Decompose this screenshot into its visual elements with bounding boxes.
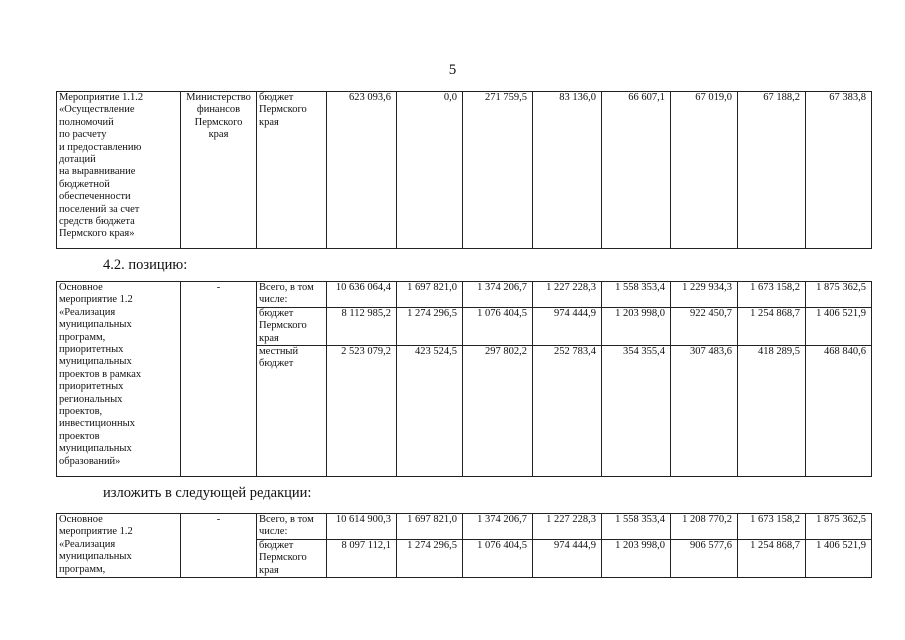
value-cell: 1 254 868,7 — [738, 307, 806, 345]
value-total-cell: 623 093,6 — [327, 92, 397, 249]
table-row — [57, 282, 872, 308]
value-cell: 1 406 521,9 — [806, 307, 872, 345]
value-cell: 67 188,2 — [738, 92, 806, 249]
value-cell: 307 483,6 — [671, 346, 738, 477]
value-cell: 1 875 362,5 — [806, 514, 872, 540]
value-cell: 0,0 — [397, 92, 463, 249]
table-measure-1-1-2 — [56, 91, 872, 249]
value-cell: 83 136,0 — [533, 92, 602, 249]
value-cell: 1 673 158,2 — [738, 514, 806, 540]
value-cell: 1 274 296,5 — [397, 307, 463, 345]
value-cell: 66 607,1 — [602, 92, 671, 249]
value-total-cell: 8 112 985,2 — [327, 307, 397, 345]
responsible-cell: - — [181, 514, 257, 578]
value-cell: 906 577,6 — [671, 539, 738, 577]
value-cell: 297 802,2 — [463, 346, 533, 477]
section-heading: изложить в следующей редакции: — [103, 485, 312, 501]
funding-source-cell: бюджет Пермского края — [257, 307, 327, 345]
value-cell: 1 697 821,0 — [397, 514, 463, 540]
value-cell: 468 840,6 — [806, 346, 872, 477]
value-cell: 1 673 158,2 — [738, 282, 806, 308]
value-cell: 974 444,9 — [533, 307, 602, 345]
measure-name-cell: Основное мероприятие 1.2 «Реализация муниципальных программ, — [57, 514, 181, 578]
funding-source-cell: местный бюджет — [257, 346, 327, 477]
responsible-cell: - — [181, 282, 257, 477]
value-cell: 1 076 404,5 — [463, 307, 533, 345]
value-cell: 1 254 868,7 — [738, 539, 806, 577]
value-cell: 1 875 362,5 — [806, 282, 872, 308]
section-heading: 4.2. позицию: — [103, 257, 188, 273]
value-cell: 974 444,9 — [533, 539, 602, 577]
responsible-cell: Министерство финансов Пермского края — [181, 92, 257, 249]
value-cell: 1 406 521,9 — [806, 539, 872, 577]
value-total-cell: 10 614 900,3 — [327, 514, 397, 540]
value-cell: 1 076 404,5 — [463, 539, 533, 577]
table-row — [57, 514, 872, 540]
value-total-cell: 2 523 079,2 — [327, 346, 397, 477]
value-cell: 1 374 206,7 — [463, 282, 533, 308]
value-cell: 1 697 821,0 — [397, 282, 463, 308]
value-cell: 423 524,5 — [397, 346, 463, 477]
value-cell: 1 227 228,3 — [533, 282, 602, 308]
table-row — [57, 92, 872, 249]
funding-source-cell: Всего, в том числе: — [257, 514, 327, 540]
funding-source-cell: Всего, в том числе: — [257, 282, 327, 308]
funding-source-cell: бюджет Пермского края — [257, 539, 327, 577]
value-cell: 1 203 998,0 — [602, 539, 671, 577]
value-total-cell: 10 636 064,4 — [327, 282, 397, 308]
value-cell: 252 783,4 — [533, 346, 602, 477]
value-cell: 354 355,4 — [602, 346, 671, 477]
measure-name-cell: Основное мероприятие 1.2 «Реализация муниципальных программ, приоритетных муниципальных проектов в рамках приоритетных региональных проектов, инвестиционных проектов муниципальных образований» — [57, 282, 181, 477]
value-cell: 1 558 353,4 — [602, 514, 671, 540]
value-cell: 922 450,7 — [671, 307, 738, 345]
page-number: 5 — [448, 62, 457, 78]
table-main-measure-old — [56, 281, 872, 477]
value-cell: 1 208 770,2 — [671, 514, 738, 540]
value-cell: 1 374 206,7 — [463, 514, 533, 540]
value-cell: 67 383,8 — [806, 92, 872, 249]
value-cell: 1 227 228,3 — [533, 514, 602, 540]
value-cell: 1 558 353,4 — [602, 282, 671, 308]
value-cell: 271 759,5 — [463, 92, 533, 249]
value-cell: 1 203 998,0 — [602, 307, 671, 345]
value-cell: 418 289,5 — [738, 346, 806, 477]
measure-name-cell: Мероприятие 1.1.2 «Осуществление полномочий по расчету и предоставлению дотаций на выравнивание бюджетной обеспеченности поселений за счет средств бюджета Пермского края» — [57, 92, 181, 249]
value-cell: 1 229 934,3 — [671, 282, 738, 308]
table-main-measure-new — [56, 513, 872, 578]
value-cell: 1 274 296,5 — [397, 539, 463, 577]
value-cell: 67 019,0 — [671, 92, 738, 249]
value-total-cell: 8 097 112,1 — [327, 539, 397, 577]
funding-source-cell: бюджет Пермского края — [257, 92, 327, 249]
